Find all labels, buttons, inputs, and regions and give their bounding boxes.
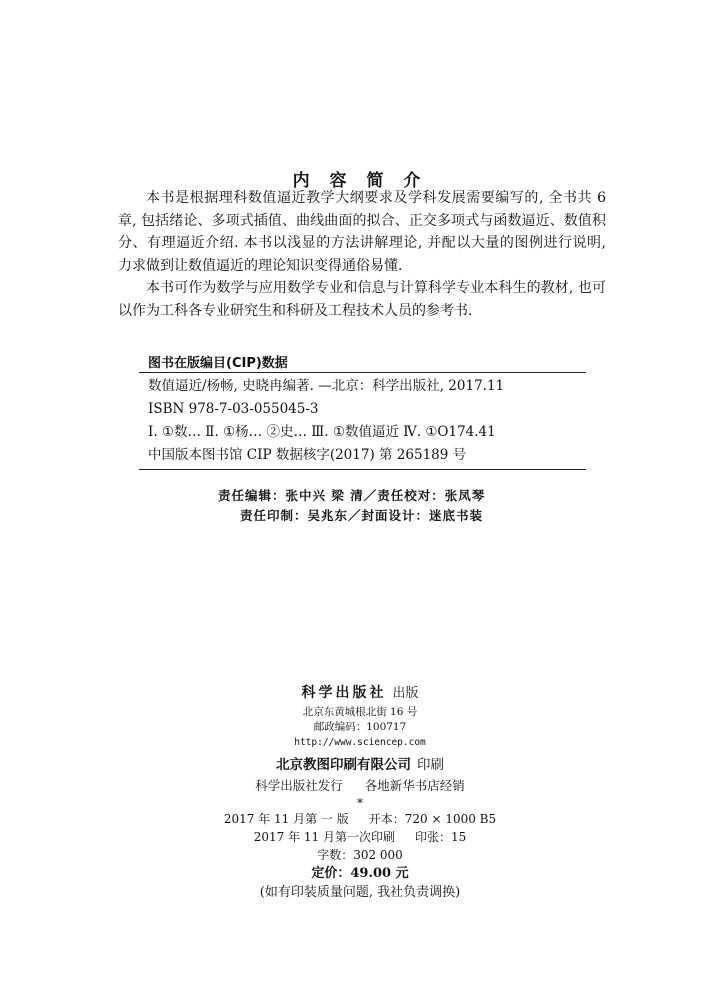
word-count: 字数：302 000 [317, 848, 403, 862]
publisher-seal-logo: 科学出版社 [301, 685, 387, 701]
retailer: 各地新华书店经销 [364, 778, 465, 793]
price: 定价：49.00 元 [311, 866, 409, 881]
cip-data-box [139, 372, 586, 470]
separator-star: * [357, 796, 363, 810]
quality-notice: (如有印装质量问题, 我社负责调换) [259, 885, 461, 900]
cip-line-title: 数值逼近/杨畅, 史晓冉编著. —北京：科学出版社, 2017.11 [148, 378, 505, 394]
cip-line-classification: Ⅰ. ①数… Ⅱ. ①杨… ②史… Ⅲ. ①数值逼近 Ⅳ. ①O174.41 [148, 424, 496, 440]
abstract-title: 内 容 简 介 [292, 171, 428, 191]
cip-heading: 图书在版编目(CIP)数据 [148, 356, 288, 371]
sheets-info: 印张：15 [414, 830, 467, 844]
cip-line-record-number: 中国版本图书馆 CIP 数据核字(2017) 第 265189 号 [148, 447, 467, 463]
distributor: 科学出版社发行 [255, 778, 343, 793]
edition-info: 2017 年 11 月第 一 版 [223, 812, 349, 826]
printer-seal-logo: 北京教图印刷有限公司 [276, 757, 411, 773]
publisher-postcode: 邮政编码：100717 [313, 721, 407, 733]
publisher-suffix: 出版 [392, 686, 419, 701]
abstract-paragraph-1: 本书是根据理科数值逼近教学大纲要求及学科发展需要编写的, 全书共 6 章, 包括绪论、多项式插值、曲线曲面的拟合、正交多项式与函数逼近、数值积分、有理逼近介绍. 本书以浅显的方法讲解理论, 并配以大量的图例进行说明, 力求做到让数值逼近的理论知识变得通俗易懂. [118, 190, 606, 274]
printer-suffix: 印刷 [417, 757, 444, 773]
printing-line [180, 828, 540, 846]
format-info: 开本：720 × 1000 B5 [368, 812, 497, 826]
credits-line-editors: 责任编辑：张中兴 梁 清／责任校对：张凤琴 [218, 488, 486, 503]
edition-line [180, 810, 540, 828]
publisher-colophon [180, 682, 540, 902]
publisher-address: 北京东黄城根北街 16 号 [302, 706, 418, 718]
printer-line [180, 754, 540, 776]
credits-line-production: 责任印制：吴兆东／封面设计：迷底书装 [240, 508, 484, 523]
abstract-paragraph-2: 本书可作为数学与应用数学专业和信息与计算科学专业本科生的教材, 也可以作为工科各专业研究生和科研及工程技术人员的参考书. [118, 280, 606, 319]
abstract-body [118, 187, 606, 322]
distribution-line [180, 776, 540, 796]
publisher-line [180, 682, 540, 705]
cip-line-isbn: ISBN 978-7-03-055045-3 [148, 401, 319, 417]
editorial-credits [200, 486, 540, 526]
publisher-url: http://www.sciencep.com [294, 737, 426, 748]
printing-info: 2017 年 11 月第一次印刷 [253, 830, 395, 844]
